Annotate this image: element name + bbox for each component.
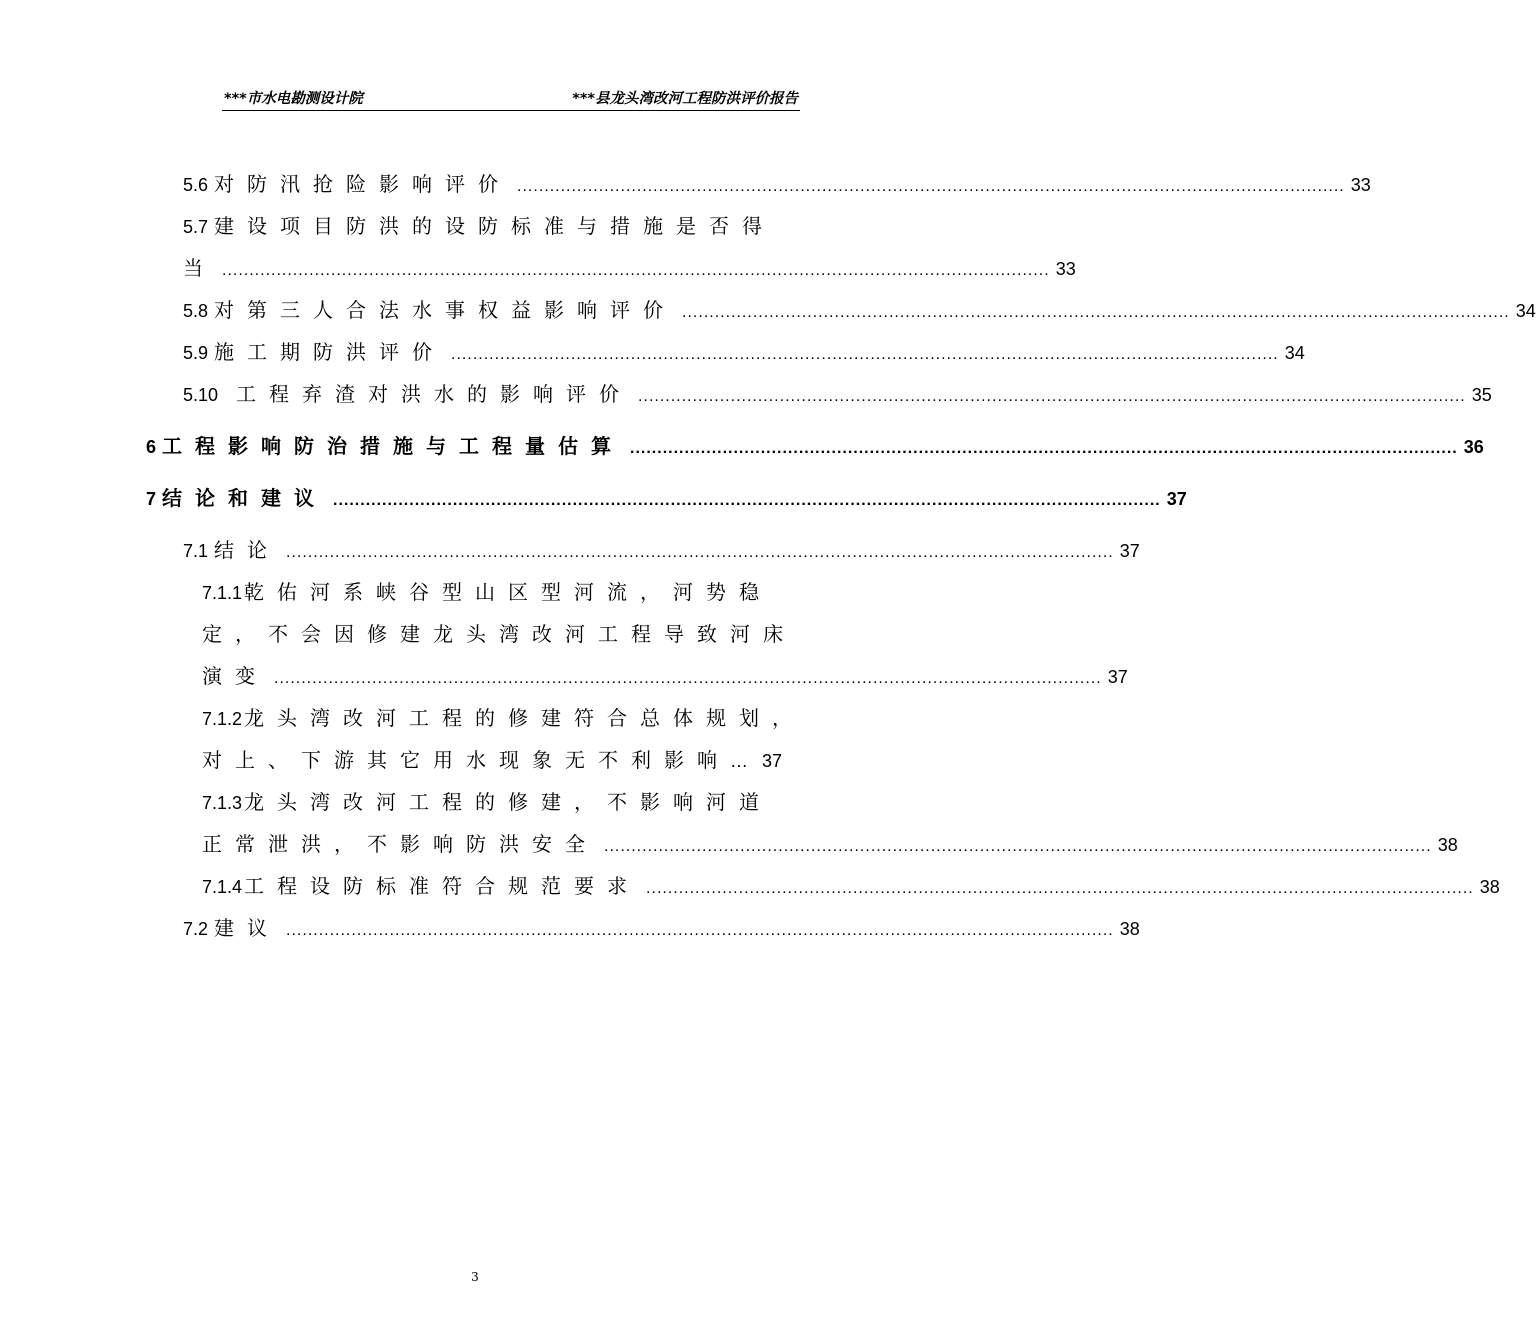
toc-title: 工程影响防治措施与工程量估算 — [162, 434, 625, 458]
toc-entry-7-1-2-end[interactable] — [202, 744, 855, 773]
toc-page: 38 — [1119, 919, 1140, 939]
toc-leader: ........................................................................................................................................................ — [451, 346, 1279, 363]
toc-entry-7-1[interactable] — [183, 534, 1140, 563]
toc-page: 34 — [1515, 301, 1536, 321]
toc-title: 龙头湾改河工程的修建符合总体规划， — [244, 706, 806, 730]
toc-number: 5.6 — [183, 175, 209, 195]
toc-leader: ........................................................................................................................................................ — [604, 838, 1432, 855]
toc-leader: ........................................................................................................................................................ — [286, 922, 1114, 939]
toc-title-continued: 定，不会因修建龙头湾改河工程导致河床 — [202, 622, 796, 646]
toc-entry-7-1-2[interactable] — [202, 702, 862, 731]
toc-title: 结论和建议 — [162, 486, 328, 510]
toc-page: 36 — [1463, 437, 1484, 457]
toc-leader: ........................................................................................................................................................ — [646, 880, 1474, 897]
toc-entry-5-10[interactable] — [183, 378, 1492, 407]
toc-entry-7-1-3-end[interactable] — [202, 828, 1458, 857]
toc-entry-5-8[interactable] — [183, 294, 1536, 323]
toc-entry-7-2[interactable] — [183, 912, 1140, 941]
toc-number: 7 — [146, 489, 157, 509]
toc-number: 7.1.3 — [202, 793, 243, 813]
toc-page: 37 — [1166, 489, 1187, 509]
toc-entry-7-1-3[interactable] — [202, 786, 855, 815]
header-report-title: ***县龙头湾改河工程防洪评价报告 — [572, 91, 798, 107]
toc-title: 结论 — [214, 538, 281, 562]
toc-leader: ........................................................................................................................................................ — [638, 388, 1466, 405]
toc-title: 对防汛抢险影响评价 — [214, 172, 512, 196]
toc-entry-5-9[interactable] — [183, 336, 1305, 365]
toc-leader: ........................................................................................................................................................ — [517, 178, 1345, 195]
page-header — [222, 86, 800, 111]
toc-number: 5.10 — [183, 385, 219, 405]
toc-title-continued: 正常泄洪，不影响防洪安全 — [202, 832, 598, 856]
toc-page: 37 — [1119, 541, 1140, 561]
toc-leader: ........................................................................................................................................................ — [286, 544, 1114, 561]
toc-number: 7.2 — [183, 919, 209, 939]
toc-title: 工程设防标准符合规范要求 — [244, 874, 641, 898]
toc-entry-7-1-4[interactable] — [202, 870, 1500, 899]
toc-entry-5-7[interactable] — [183, 210, 855, 239]
toc-page: 34 — [1284, 343, 1305, 363]
toc-entry-5-7-continued[interactable] — [183, 252, 1076, 281]
toc-page: 37 — [1107, 667, 1128, 687]
toc-number: 5.9 — [183, 343, 209, 363]
toc-title: 建议 — [214, 916, 281, 940]
toc-entry-7[interactable] — [146, 482, 1187, 511]
toc-title-continued: 当 — [183, 256, 216, 280]
toc-number: 7.1.4 — [202, 877, 243, 897]
toc-entry-5-6[interactable] — [183, 168, 1371, 197]
toc-leader: ........................................................................................................................................................ — [630, 440, 1458, 457]
toc-number: 5.7 — [183, 217, 209, 237]
toc-page: 33 — [1055, 259, 1076, 279]
toc-page: 38 — [1437, 835, 1458, 855]
toc-entry-7-1-1[interactable] — [202, 576, 855, 605]
toc-title: 工程弃渣对洪水的影响评价 — [236, 382, 633, 406]
toc-number: 7.1.2 — [202, 709, 243, 729]
toc-leader: ........................................................................................................................................................ — [682, 304, 1510, 321]
toc-leader: ........................................................................................................................................................ — [274, 670, 1102, 687]
toc-number: 7.1 — [183, 541, 209, 561]
toc-entry-7-1-1-end[interactable] — [202, 660, 1128, 689]
toc-number: 6 — [146, 437, 157, 457]
toc-page: 37 — [761, 751, 782, 771]
toc-leader: ........................................................................................................................................................ — [333, 492, 1161, 509]
toc-title: 施工期防洪评价 — [214, 340, 446, 364]
toc-entry-6[interactable] — [146, 430, 1484, 459]
toc-number: 5.8 — [183, 301, 209, 321]
page-number: 3 — [471, 1270, 479, 1284]
toc-number: 7.1.1 — [202, 583, 243, 603]
toc-title: 对第三人合法水事权益影响评价 — [214, 298, 677, 322]
toc-title-continued: 演变 — [202, 664, 268, 688]
toc-title: 乾佑河系峡谷型山区型河流，河势稳 — [244, 580, 773, 604]
toc-title: 建设项目防洪的设防标准与措施是否得 — [214, 214, 776, 238]
toc-ellipsis: … — [730, 751, 748, 771]
toc-title-continued: 对上、下游其它用水现象无不利影响 — [202, 748, 730, 772]
toc-title: 龙头湾改河工程的修建，不影响河道 — [244, 790, 773, 814]
toc-page: 33 — [1350, 175, 1371, 195]
toc-leader: ........................................................................................................................................................ — [222, 262, 1050, 279]
toc-page: 35 — [1471, 385, 1492, 405]
toc-page: 38 — [1479, 877, 1500, 897]
header-organization: ***市水电勘测设计院 — [224, 91, 363, 107]
